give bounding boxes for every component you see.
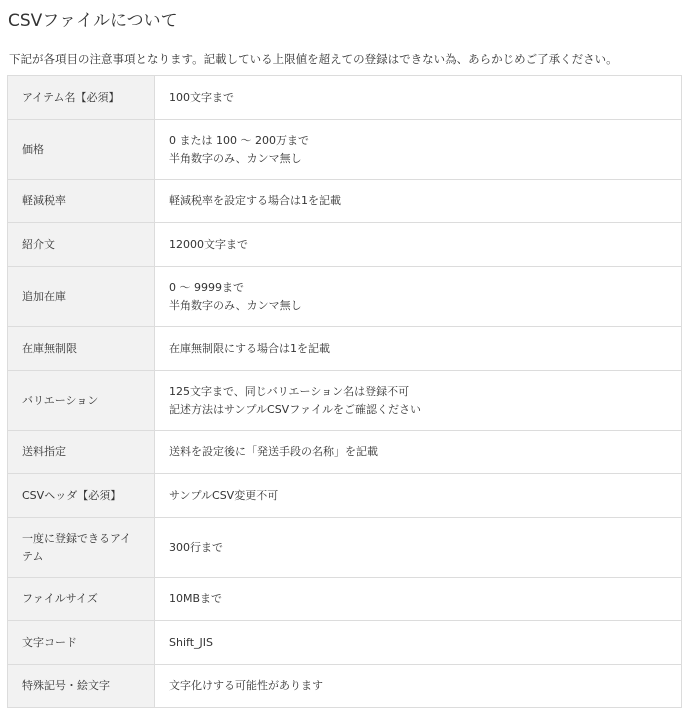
row-label: 一度に登録できるアイテム xyxy=(8,518,155,578)
table-row xyxy=(8,76,682,120)
table-row xyxy=(8,223,682,267)
table-row xyxy=(8,518,682,578)
table-row xyxy=(8,474,682,518)
row-value-line: 記述方法はサンプルCSVファイルをご確認ください xyxy=(169,402,421,416)
table-row xyxy=(8,120,682,180)
row-value-line: 300行まで xyxy=(169,540,223,554)
table-row xyxy=(8,327,682,371)
row-label: 紹介文 xyxy=(8,223,155,267)
row-value xyxy=(155,518,682,578)
row-value-line: Shift_JIS xyxy=(169,635,213,649)
row-value xyxy=(155,474,682,518)
row-value xyxy=(155,76,682,120)
row-value-line: 文字化けする可能性があります xyxy=(169,679,323,692)
row-label: アイテム名【必須】 xyxy=(8,76,155,120)
row-value xyxy=(155,665,682,708)
row-label: 価格 xyxy=(8,120,155,180)
row-value xyxy=(155,267,682,327)
row-value-line: 半角数字のみ、カンマ無し xyxy=(169,298,302,312)
row-label: バリエーション xyxy=(8,371,155,431)
page-title: CSVファイルについて xyxy=(8,11,178,31)
table-row xyxy=(8,267,682,327)
intro-text: 下記が各項目の注意事項となります。記載している上限値を超えての登録はできない為、あらかじめご了承ください。 xyxy=(9,52,618,66)
row-label: 文字コード xyxy=(8,621,155,665)
row-label: 送料指定 xyxy=(8,431,155,474)
row-value-line: 10MBまで xyxy=(169,592,223,605)
row-label: 在庫無制限 xyxy=(8,327,155,371)
table-row xyxy=(8,621,682,665)
row-value xyxy=(155,180,682,223)
table-row xyxy=(8,431,682,474)
table-row xyxy=(8,371,682,431)
row-value-line: 125文字まで、同じバリエーション名は登録不可 xyxy=(169,384,410,398)
row-value-line: 在庫無制限にする場合は1を記載 xyxy=(169,341,330,355)
row-value xyxy=(155,621,682,665)
csv-spec-table xyxy=(7,75,682,708)
row-value-line: 0 または 100 〜 200万まで xyxy=(169,133,309,147)
table-row xyxy=(8,180,682,223)
row-value-line: サンプルCSV変更不可 xyxy=(169,488,279,502)
row-label: ファイルサイズ xyxy=(8,578,155,621)
row-value-line: 12000文字まで xyxy=(169,237,248,251)
row-value-line: 100文字まで xyxy=(169,90,234,104)
table-row xyxy=(8,578,682,621)
row-value xyxy=(155,327,682,371)
row-value xyxy=(155,223,682,267)
row-label: CSVヘッダ【必須】 xyxy=(8,474,155,518)
row-value-line: 半角数字のみ、カンマ無し xyxy=(169,151,302,165)
row-label: 追加在庫 xyxy=(8,267,155,327)
table-row xyxy=(8,665,682,708)
row-value xyxy=(155,120,682,180)
row-value xyxy=(155,431,682,474)
row-value-line: 0 〜 9999まで xyxy=(169,280,244,294)
row-value xyxy=(155,578,682,621)
row-label: 特殊記号・絵文字 xyxy=(8,665,155,708)
row-value xyxy=(155,371,682,431)
row-label: 軽減税率 xyxy=(8,180,155,223)
csv-spec-table-body xyxy=(8,76,682,708)
row-value-line: 送料を設定後に「発送手段の名称」を記載 xyxy=(169,445,378,458)
row-value-line: 軽減税率を設定する場合は1を記載 xyxy=(169,194,341,207)
